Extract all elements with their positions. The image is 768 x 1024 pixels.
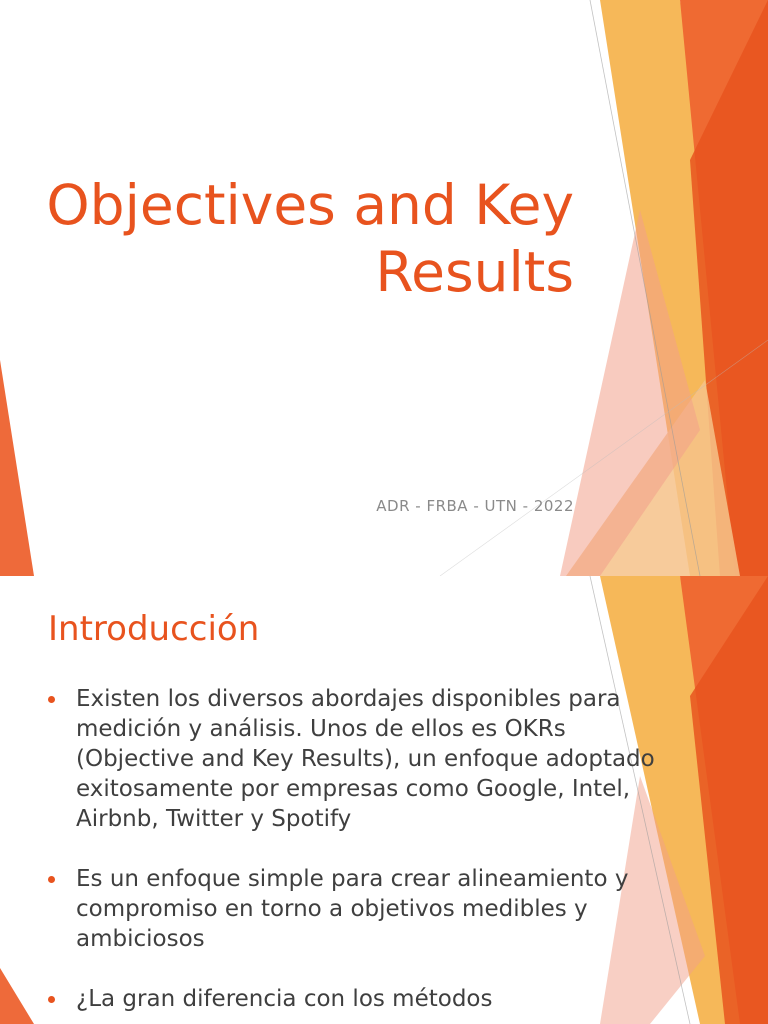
slide-subtitle: ADR - FRBA - UTN - 2022 [376, 497, 574, 515]
slide-title [14, 172, 574, 306]
bullet-dot-icon [48, 876, 55, 883]
title-line-1: Objectives and Key [46, 173, 574, 237]
bullet-text: Existen los diversos abordajes disponibles para medición y análisis. Unos de ellos es OKRs (Objective and Key Results), un enfoque adoptado exitosamente por empresas como Google, Intel, Airbnb, Twitter y Spotify [76, 686, 655, 832]
bullet-item [48, 684, 688, 834]
bullet-list [48, 684, 688, 1024]
bullet-dot-icon [48, 696, 55, 703]
bullet-item [48, 984, 688, 1014]
bullet-text: Es un enfoque simple para crear alineamiento y compromiso en torno a objetivos medibles y ambiciosos [76, 866, 629, 952]
bullet-text: ¿La gran diferencia con los métodos [76, 986, 493, 1012]
left-orange-facet [0, 968, 34, 1024]
bullet-dot-icon [48, 996, 55, 1003]
title-line-2: Results [375, 240, 574, 304]
section-heading: Introducción [48, 609, 260, 649]
left-orange-facet [0, 360, 34, 576]
intro-slide [0, 576, 768, 1024]
bullet-item [48, 864, 688, 954]
